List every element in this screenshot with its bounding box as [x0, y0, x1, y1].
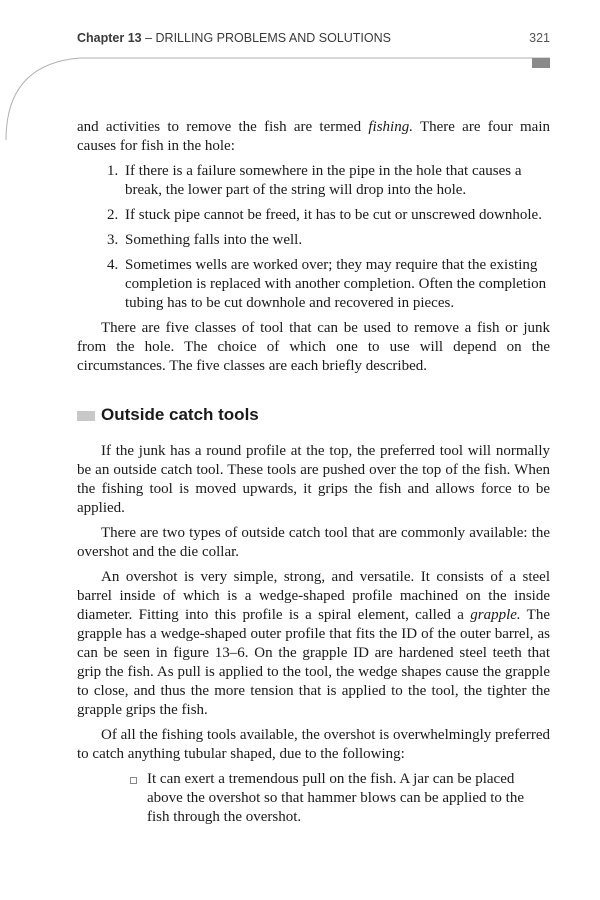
section-marker-bar — [77, 411, 95, 421]
advantages-list — [77, 770, 550, 827]
section-paragraph-1: If the junk has a round profile at the top, the preferred tool will normally be an outside catch tool. These tools are pushed over the top of the fish. When the fishing tool is moved upwards, it grips the fish and allows force to be applied. — [77, 443, 550, 516]
section-paragraph-3 — [77, 568, 550, 720]
bullet-text: It can exert a tremendous pull on the fish. A jar can be placed above the overshot so that hammer blows can be applied to the fish through the overshot. — [147, 771, 524, 825]
section-title: Outside catch tools — [101, 405, 259, 424]
chapter-label: Chapter 13 — [77, 31, 142, 45]
intro-paragraph — [77, 118, 550, 156]
list-item — [77, 206, 550, 225]
p3-term-grapple: grapple. — [470, 607, 521, 623]
thumb-tab-marker — [532, 58, 550, 68]
intro-term-fishing: fishing. — [368, 119, 413, 135]
section-paragraph-4: Of all the fishing tools available, the overshot is overwhelmingly preferred to catch anything tubular shaped, due to the following: — [77, 727, 550, 762]
intro-text-a: and activities to remove the fish are termed — [77, 119, 369, 135]
list-text: Something falls into the well. — [125, 232, 303, 248]
square-bullet-icon — [130, 777, 137, 784]
list-item — [77, 231, 550, 250]
list-number: 1. — [107, 163, 119, 179]
intro-text-b: There are four main causes for fish in the hole: — [77, 119, 551, 154]
list-item — [77, 162, 550, 200]
page-body — [77, 118, 550, 827]
list-number: 3. — [107, 232, 119, 248]
page-number: 321 — [529, 31, 550, 45]
chapter-title: DRILLING PROBLEMS AND SOLUTIONS — [155, 31, 391, 45]
section-heading — [77, 404, 550, 426]
p3-text-b: The grapple has a wedge-shaped outer profile that fits the ID of the outer barrel, as can be seen in figure 13–6. On the grapple ID are hardened steel teeth that grip the fish. As pull is applied to the tool, the wedge shapes cause the grapple to close, and thus the more tension that is applied to the tool, the tighter the grapple grips the fish. — [77, 607, 550, 718]
list-number: 4. — [107, 257, 119, 273]
section-paragraph-2: There are two types of outside catch tool that are commonly available: the overshot and the die collar. — [77, 525, 550, 560]
p3-text-a: An overshot is very simple, strong, and versatile. It consists of a steel barrel inside of which is a wedge-shaped profile machined on the inside diameter. Fitting into this profile is a spiral element, called a — [77, 569, 550, 623]
list-number: 2. — [107, 207, 119, 223]
chapter-separator: – — [141, 31, 156, 45]
list-text: If there is a failure somewhere in the pipe in the hole that causes a break, the lower part of the string will drop into the hole. — [125, 163, 522, 198]
list-text: Sometimes wells are worked over; they may require that the existing completion is replaced with another completion. Often the completion tubing has to be cut downhole and recovered in pieces. — [125, 257, 547, 311]
list-text: If stuck pipe cannot be freed, it has to be cut or unscrewed downhole. — [125, 207, 542, 223]
list-item — [77, 770, 550, 827]
five-classes-paragraph: There are five classes of tool that can be used to remove a fish or junk from the hole. The choice of which one to use will depend on the circumstances. The five classes are each briefly described. — [77, 320, 550, 374]
causes-list — [77, 162, 550, 313]
list-item — [77, 256, 550, 313]
